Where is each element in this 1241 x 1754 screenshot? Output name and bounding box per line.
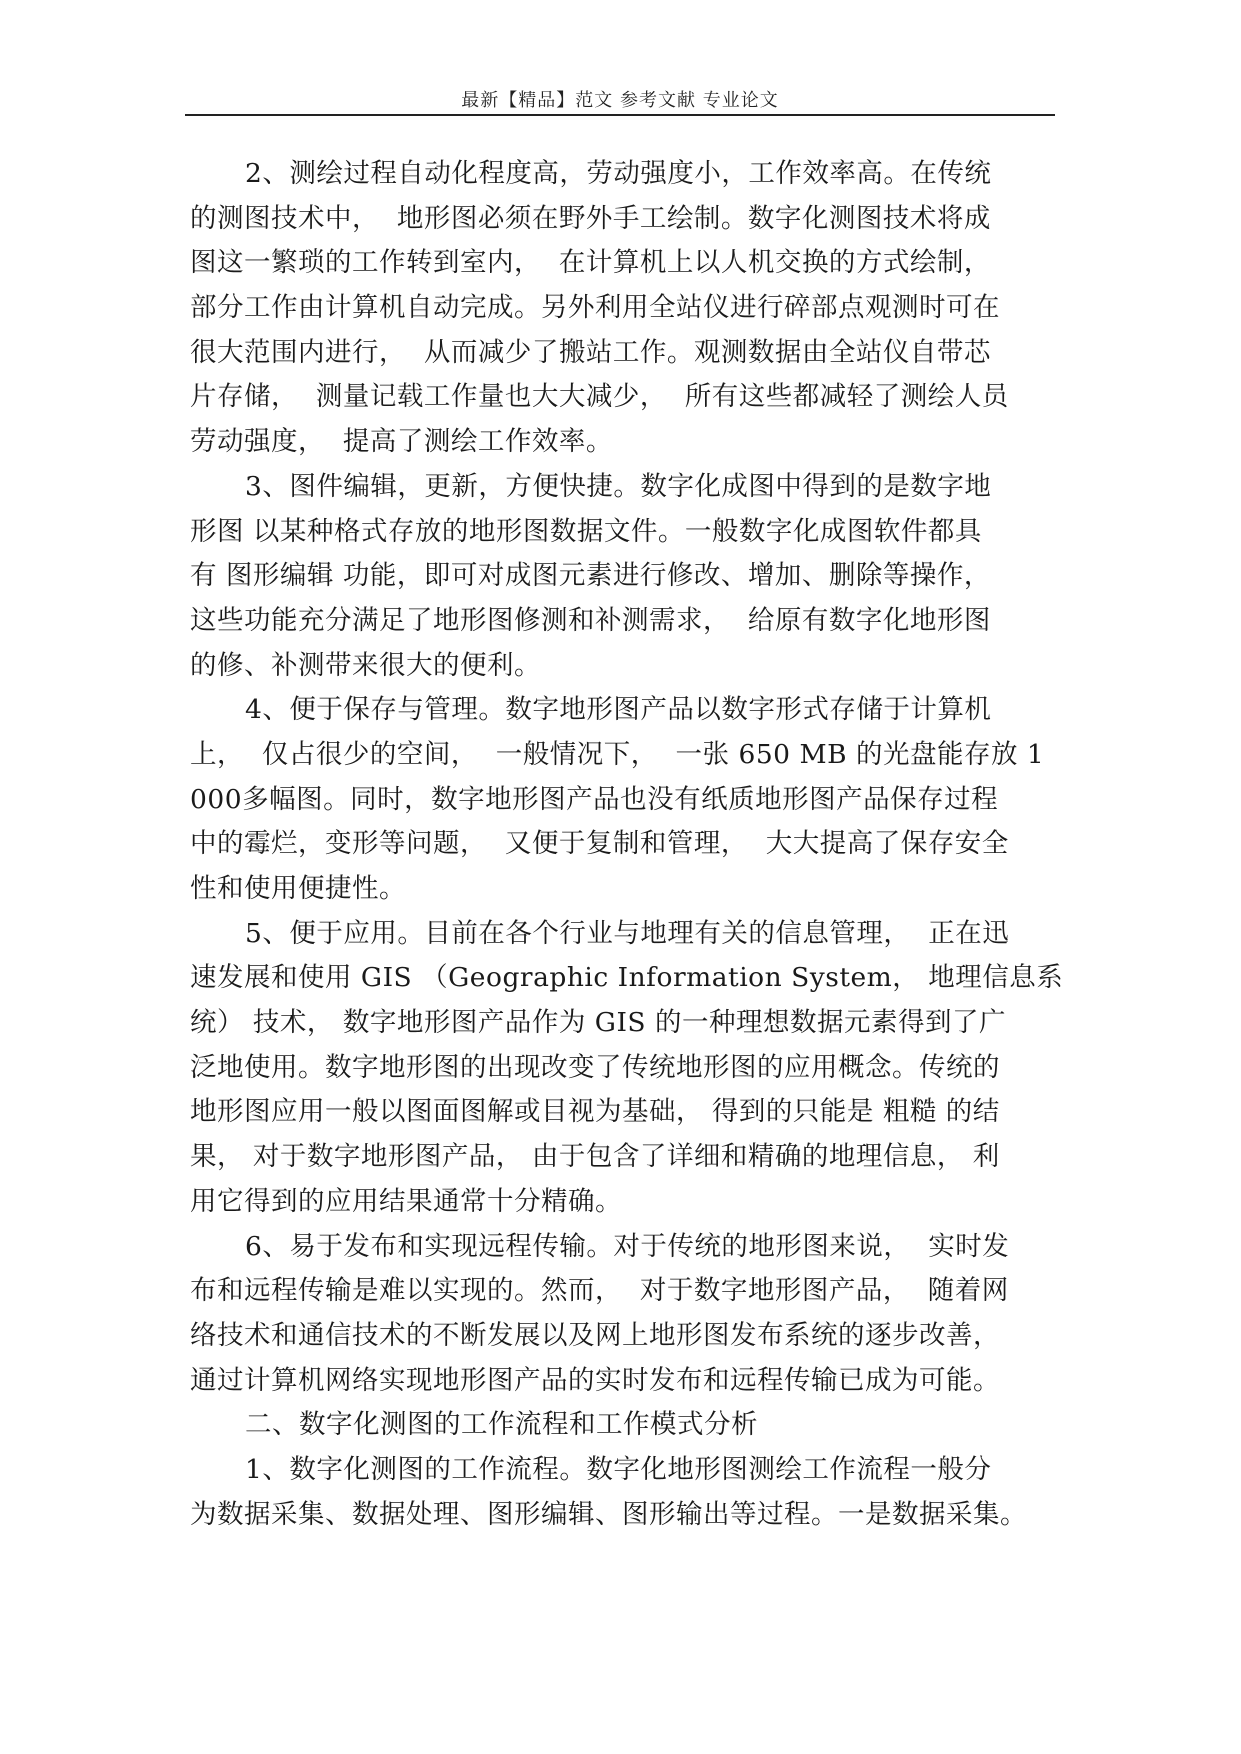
text-line: 通过计算机网络实现地形图产品的实时发布和远程传输已成为可能。 <box>190 1364 1000 1396</box>
text-line: 2、测绘过程自动化程度高，劳动强度小，工作效率高。在传统 <box>245 158 992 189</box>
text-line: 5、便于应用。目前在各个行业与地理有关的信息管理， 正在迅 <box>245 917 1010 949</box>
text-line: 图这一繁琐的工作转到室内， 在计算机上以人机交换的方式绘制， <box>190 247 991 279</box>
text-line: 地形图应用一般以图面图解或目视为基础， 得到的只能是 粗糙 的结 <box>190 1096 1000 1128</box>
text-line: 部分工作由计算机自动完成。另外利用全站仪进行碎部点观测时可在 <box>190 292 1000 324</box>
text-line: 劳动强度， 提高了测绘工作效率。 <box>190 426 613 458</box>
text-line: 4、便于保存与管理。数字地形图产品以数字形式存储于计算机 <box>245 694 992 726</box>
text-line: 统） 技术， 数字地形图产品作为 GIS 的一种理想数据元素得到了广 <box>190 1007 1006 1039</box>
text-line: 的测图技术中， 地形图必须在野外手工绘制。数字化测图技术将成 <box>190 202 991 234</box>
text-line: 上， 仅占很少的空间， 一般情况下， 一张 650 MB 的光盘能存放 1 <box>190 738 1045 770</box>
text-line: 000多幅图。同时，数字地形图产品也没有纸质地形图产品保存过程 <box>190 783 999 815</box>
text-line: 6、易于发布和实现远程传输。对于传统的地形图来说， 实时发 <box>245 1230 1010 1262</box>
document-body <box>190 152 1070 1537</box>
header-divider <box>185 114 1055 116</box>
text-line: 泛地使用。数字地形图的出现改变了传统地形图的应用概念。传统的 <box>190 1051 1000 1083</box>
text-line: 用它得到的应用结果通常十分精确。 <box>190 1185 622 1217</box>
text-line: 络技术和通信技术的不断发展以及网上地形图发布系统的逐步改善， <box>190 1319 1000 1351</box>
text-line: 为数据采集、数据处理、图形编辑、图形输出等过程。一是数据采集。 <box>190 1498 1027 1530</box>
text-line: 3、图件编辑，更新，方便快捷。数字化成图中得到的是数字地 <box>245 470 992 502</box>
text-line: 1、数字化测图的工作流程。数字化地形图测绘工作流程一般分 <box>245 1453 992 1485</box>
text-line: 性和使用便捷性。 <box>190 873 406 904</box>
text-line: 二、数字化测图的工作流程和工作模式分析 <box>245 1409 758 1441</box>
text-line: 形图 以某种格式存放的地形图数据文件。一般数字化成图软件都具 <box>190 515 982 547</box>
text-line: 很大范围内进行， 从而减少了搬站工作。观测数据由全站仪自带芯 <box>190 336 991 368</box>
text-line: 有 图形编辑 功能，即可对成图元素进行修改、增加、删除等操作， <box>190 560 991 592</box>
text-line: 的修、补测带来很大的便利。 <box>190 649 541 681</box>
text-line: 中的霉烂，变形等问题， 又便于复制和管理， 大大提高了保存安全 <box>190 828 1009 860</box>
text-line: 果， 对于数字地形图产品， 由于包含了详细和精确的地理信息， 利 <box>190 1141 1000 1173</box>
text-line: 这些功能充分满足了地形图修测和补测需求， 给原有数字化地形图 <box>190 604 991 636</box>
page-header: 最新【精品】范文 参考文献 专业论文 <box>461 90 779 111</box>
text-line: 速发展和使用 GIS （Geographic Information System， 地理信息系 <box>190 962 1064 994</box>
text-line: 片存储， 测量记载工作量也大大减少， 所有这些都减轻了测绘人员 <box>190 381 1009 413</box>
text-line: 布和远程传输是难以实现的。然而， 对于数字地形图产品， 随着网 <box>190 1275 1009 1307</box>
